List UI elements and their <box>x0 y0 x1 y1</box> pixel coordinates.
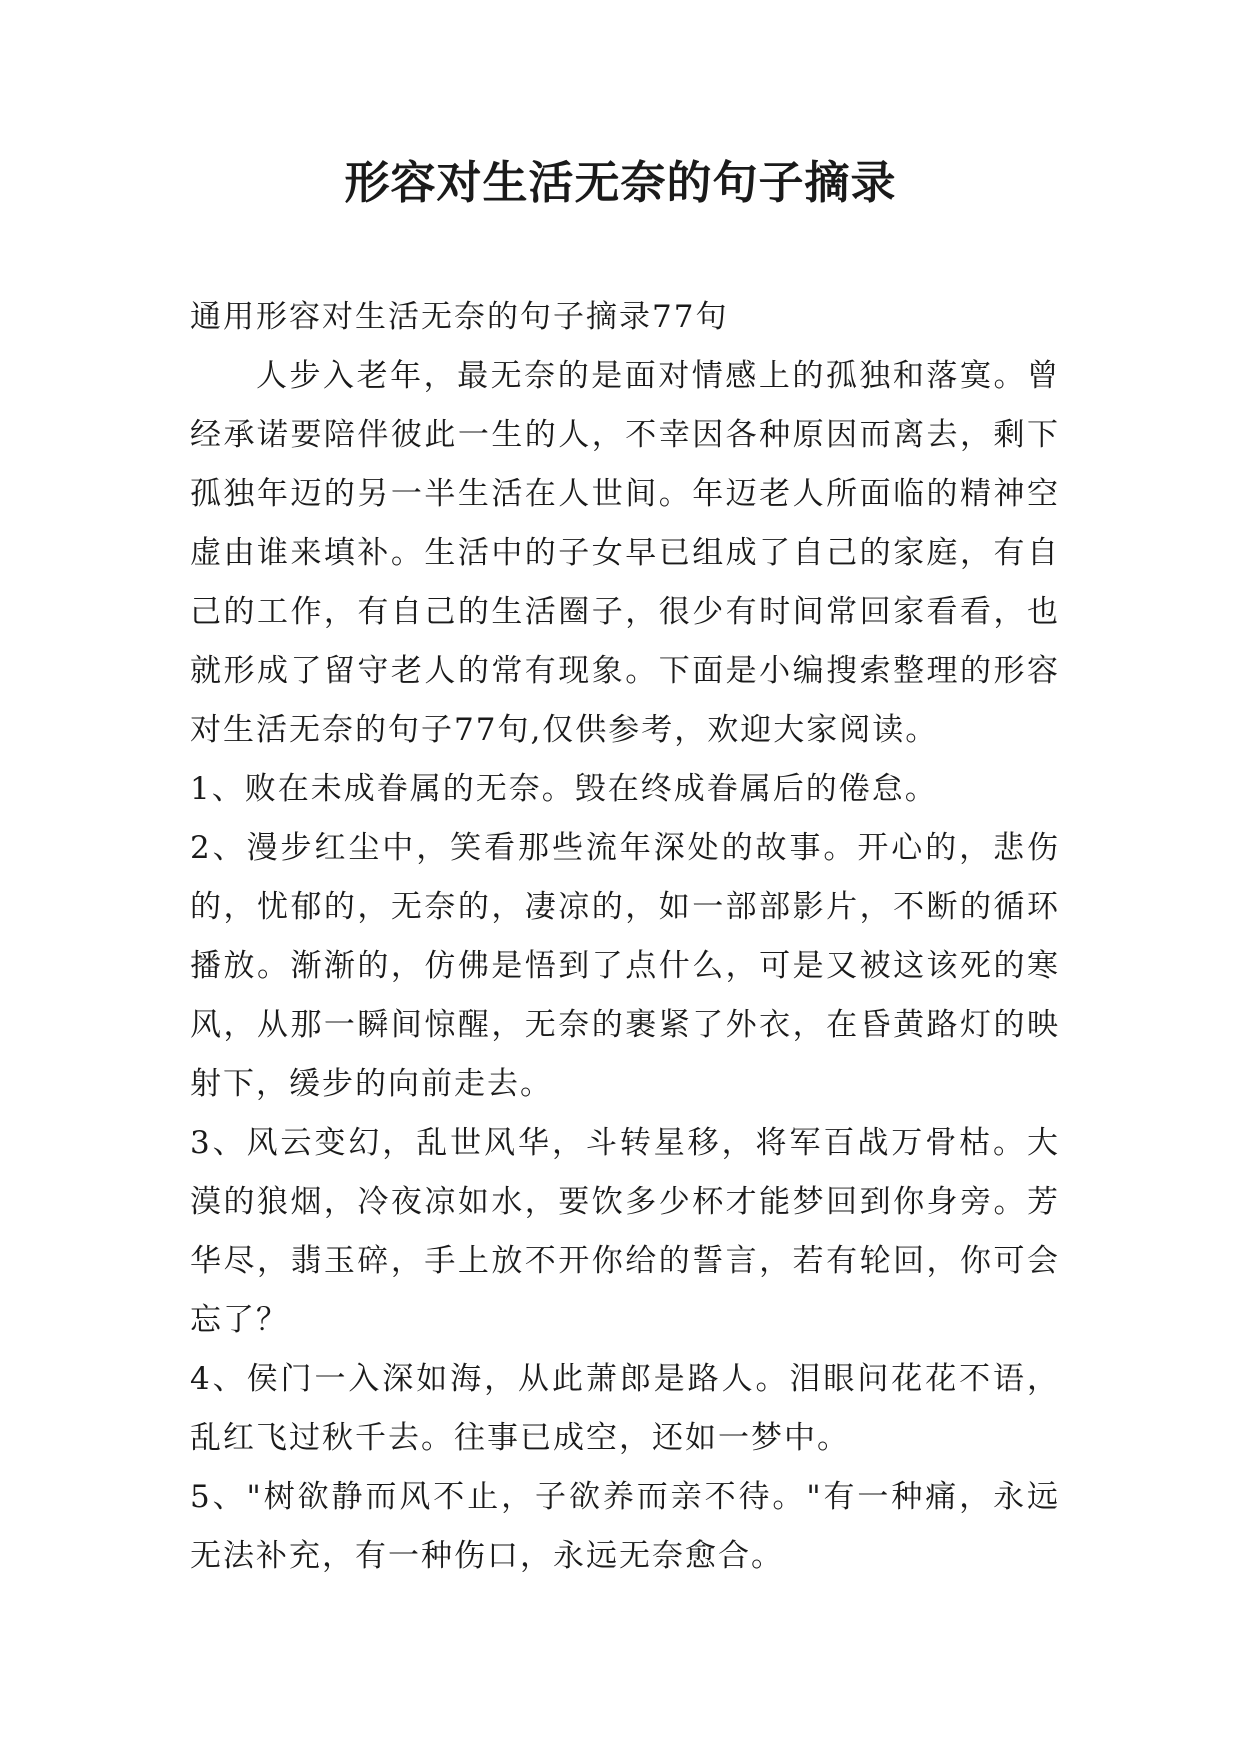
intro-paragraph: 人步入老年，最无奈的是面对情感上的孤独和落寞。曾经承诺要陪伴彼此一生的人，不幸因各种原因而离去，剩下孤独年迈的另一半生活在人世间。年迈老人所面临的精神空虚由谁来填补。生活中的子女早已组成了自己的家庭，有自己的工作，有自己的生活圈子，很少有时间常回家看看，也就形成了留守老人的常有现象。下面是小编搜索整理的形容对生活无奈的句子77句,仅供参考，欢迎大家阅读。 <box>190 358 1060 748</box>
document-subtitle: 通用形容对生活无奈的句子摘录77句 <box>190 299 729 335</box>
quote-item-2: 2、漫步红尘中，笑看那些流年深处的故事。开心的，悲伤的，忧郁的，无奈的，凄凉的，如一部部影片，不断的循环播放。渐渐的，仿佛是悟到了点什么，可是又被这该死的寒风，从那一瞬间惊醒，无奈的裹紧了外衣，在昏黄路灯的映射下，缓步的向前走去。 <box>190 830 1060 1102</box>
document-title: 形容对生活无奈的句子摘录 <box>344 156 897 209</box>
quote-item-4: 4、侯门一入深如海，从此萧郎是路人。泪眼问花花不语，乱红飞过秋千去。往事已成空，还如一梦中。 <box>190 1361 1060 1456</box>
quote-item-1: 1、败在未成眷属的无奈。毁在终成眷属后的倦怠。 <box>190 771 938 807</box>
document-body <box>190 288 1060 1586</box>
quote-item-5: 5、"树欲静而风不止，子欲养而亲不待。"有一种痛，永远无法补充，有一种伤口，永远无奈愈合。 <box>190 1479 1060 1574</box>
quote-item-3: 3、风云变幻，乱世风华，斗转星移，将军百战万骨枯。大漠的狼烟，冷夜凉如水，要饮多少杯才能梦回到你身旁。芳华尽，翡玉碎，手上放不开你给的誓言，若有轮回，你可会忘了？ <box>190 1125 1060 1338</box>
